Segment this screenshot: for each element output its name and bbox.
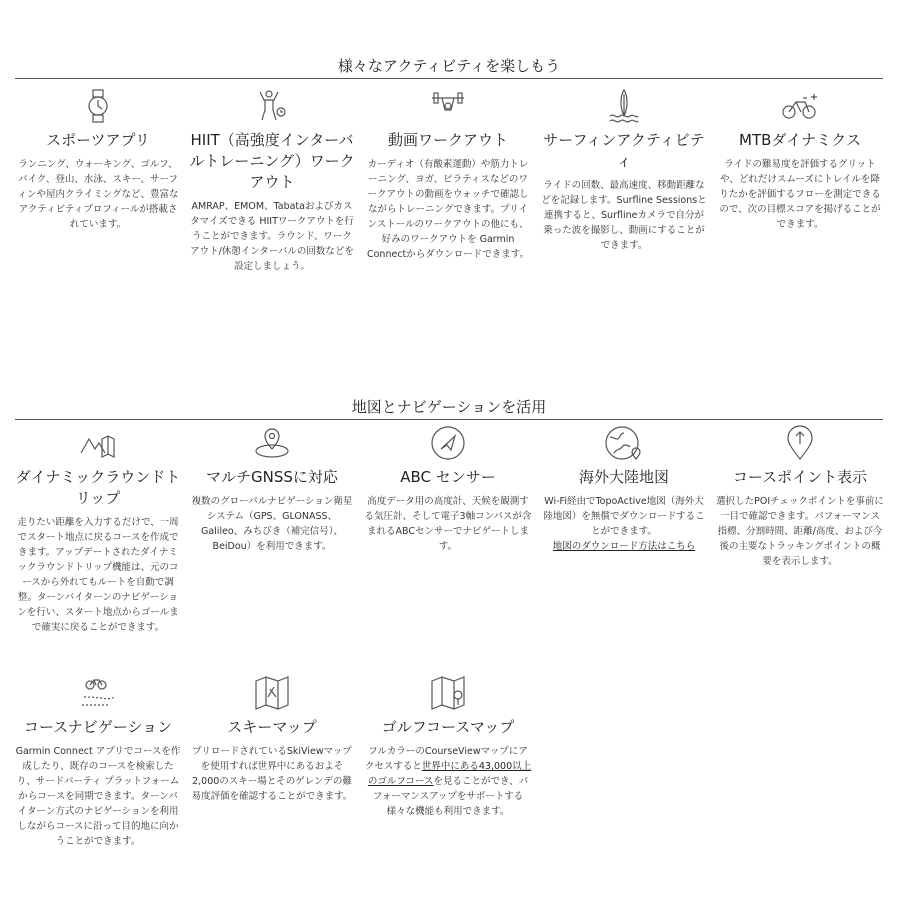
- surfboard-icon: [606, 88, 642, 124]
- mountain-map-icon: [78, 425, 118, 461]
- feature-card-course-navigation: [14, 675, 182, 849]
- feature-description: ランニング、ウォーキング、ゴルフ、バイク、登山、水泳、スキー、サーフィンや屋内クライミングなど、豊富なアクティビティプロフィールが搭載されています。: [17, 159, 179, 230]
- feature-card-sports-apps: [14, 88, 182, 232]
- feature-description-text: Wi-Fi経由でTopoActive地図（海外大陸地図）を無償でダウンロードすることができます。: [543, 496, 705, 537]
- feature-title: 動画ワークアウト: [387, 131, 508, 149]
- feature-title: 海外大陸地図: [578, 468, 669, 486]
- location-pin-orbit-icon: [252, 425, 292, 461]
- feature-title: マルチGNSSに対応: [206, 468, 338, 486]
- map-download-link[interactable]: 地図のダウンロード方法はこちら: [552, 541, 696, 552]
- ski-map-icon: [252, 675, 292, 711]
- feature-card-ski-map: [188, 675, 356, 804]
- compass-icon: [430, 425, 466, 461]
- feature-card-surfing: [540, 88, 708, 253]
- hiit-person-stopwatch-icon: [254, 88, 290, 124]
- globe-pin-icon: [604, 425, 644, 461]
- bike-route-icon: [78, 675, 118, 711]
- golf-course-count-link[interactable]: 世界中にある43,000以上のゴルフコース: [367, 761, 532, 787]
- feature-title: コースナビゲーション: [23, 718, 173, 736]
- feature-title: HIIT（高強度インターバルトレーニング）ワークアウト: [189, 131, 355, 191]
- feature-card-mtb: [716, 88, 884, 232]
- feature-title: ABC センサー: [400, 468, 496, 486]
- feature-title: サーフィンアクティビティ: [543, 131, 705, 170]
- feature-description-text: を見ることができ、パフォーマンスアップをサポートする様々な機能も利用できます。: [372, 776, 529, 817]
- smartwatch-icon: [80, 88, 116, 124]
- feature-description: ライドの回数、最高速度、移動距離などを記録します。Surfline Sessionsと連携すると、Surflineカメラで自分が乗った波を撮影し、動画にすることができます。: [541, 180, 707, 251]
- feature-title: スキーマップ: [227, 718, 317, 736]
- feature-title: MTBダイナミクス: [739, 131, 861, 149]
- feature-description: 高度データ用の高度計、天候を観測する気圧計、そして電子3軸コンパスが含まれるABCセンサーでナビゲートします。: [364, 496, 532, 552]
- feature-description: ライドの難易度を評価するグリットや、どれだけスムーズにトレイルを降りたかを評価するフローを測定できるので、次の目標スコアを掲げることができます。: [719, 159, 881, 230]
- feature-card-video-workout: [364, 88, 532, 262]
- feature-title: ダイナミックラウンドトリップ: [15, 468, 181, 507]
- weightlifting-icon: [428, 88, 468, 124]
- feature-description: Garmin Connect アプリでコースを作成したり、既存のコースを検索したり、サードパーティ プラットフォームからコースを同期できます。ターンバイターン方式のナビゲーションを利用しながらコースに沿って目的地に向かうことができます。: [15, 746, 181, 847]
- feature-description: AMRAP、EMOM、Tabataおよびカスタマイズできる HIITワークアウトを行うことができます。ラウンド、ワークアウト/休憩インターバルの回数などを設定しましょう。: [190, 201, 354, 272]
- feature-card-golf-map: [364, 675, 532, 819]
- feature-description: プリロードされているSkiViewマップを使用すれば世界中にあるおよそ2,000のスキー場とそのゲレンデの難易度評価を確認することができます。: [191, 746, 353, 802]
- feature-card-round-trip: [14, 425, 182, 635]
- feature-description: カーディオ（有酸素運動）や筋力トレーニング、ヨガ、ピラティスなどのワークアウトの動画をウォッチで確認しながらトレーニングできます。プリインストールのワークアウトの他にも、好みのワークアウトを Garmin Connectからダウンロードできます。: [366, 159, 530, 260]
- feature-description-text: フルカラーのCourseViewマップにアクセスすると: [364, 746, 528, 772]
- feature-title: ゴルフコースマップ: [381, 718, 515, 736]
- feature-card-multi-gnss: [188, 425, 356, 554]
- feature-card-world-maps: [540, 425, 708, 554]
- mountain-bike-icon: [780, 88, 820, 124]
- feature-description: [540, 494, 708, 554]
- section-title-activities: 様々なアクティビティを楽しもう: [15, 55, 883, 79]
- feature-card-abc-sensor: [364, 425, 532, 554]
- feature-description: 複数のグローバルナビゲーション衛星システム（GPS、GLONASS、Galileo、みちびき（補完信号）、BeiDou）を利用できます。: [191, 496, 353, 552]
- feature-description: 選択したPOIチェックポイントを事前に一目で確認できます。パフォーマンス指標、分割時間、距離/高度、および今後の主要なトラッキングポイントの概要を表示します。: [716, 496, 884, 567]
- feature-title: スポーツアプリ: [46, 131, 150, 149]
- golf-map-icon: [428, 675, 468, 711]
- feature-card-hiit: [188, 88, 356, 274]
- feature-description: [364, 744, 532, 819]
- course-point-pin-icon: [782, 425, 818, 461]
- feature-description: 走りたい距離を入力するだけで、一周でスタート地点に戻るコースを作成できます。アップデートされたダイナミックラウンドトリップ機能は、元のコースから外れてもルートを自動で調整。ターンバイターンのナビゲーションを行い、スタート地点からゴールまで確実に戻ることができます。: [17, 517, 179, 633]
- feature-card-course-points: [716, 425, 884, 569]
- section-title-maps-navigation: 地図とナビゲーションを活用: [15, 396, 883, 420]
- feature-title: コースポイント表示: [732, 468, 868, 486]
